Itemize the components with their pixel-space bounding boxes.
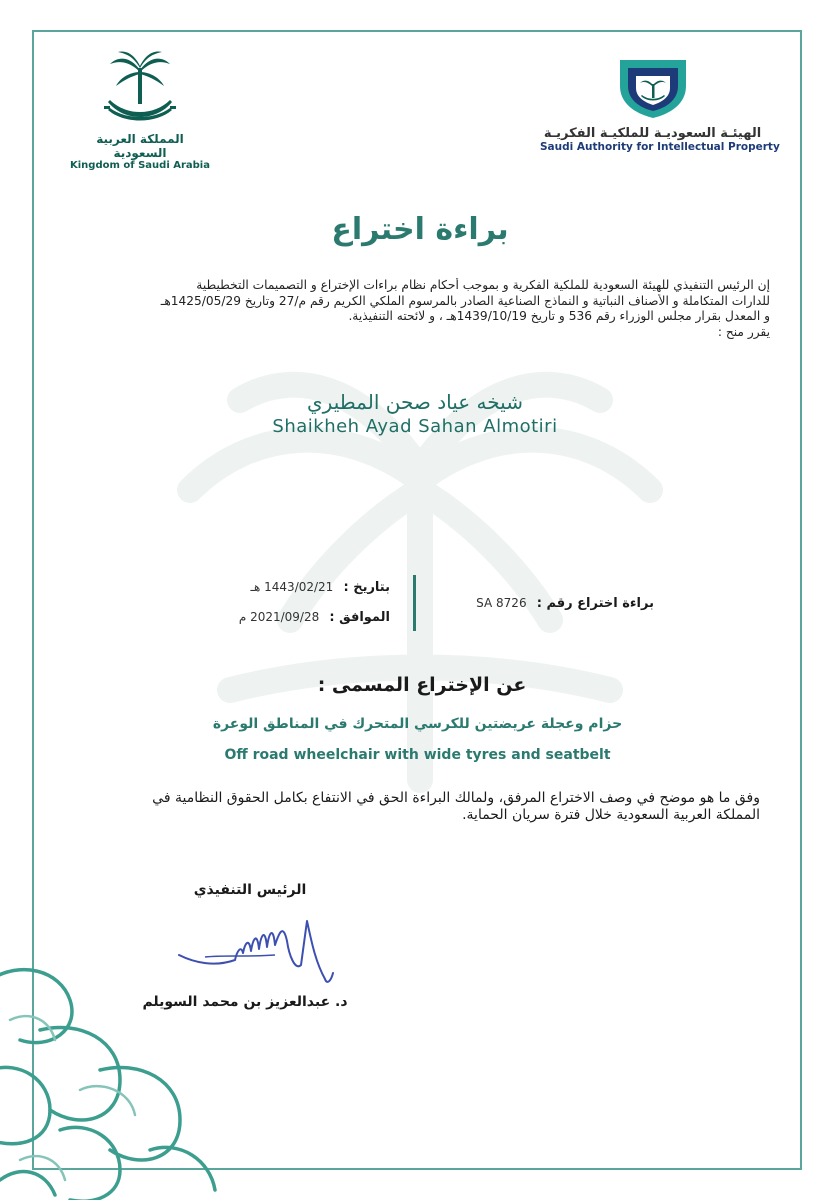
date-gregorian-row — [228, 610, 390, 625]
decorative-pattern — [0, 960, 240, 1200]
saip-logo — [540, 50, 780, 153]
intro-line: و المعدل بقرار مجلس الوزراء رقم 536 و تاريخ 1439/10/19هـ ، و لائحته التنفيذية. — [348, 309, 770, 323]
patent-number-value: SA 8726 — [476, 596, 527, 610]
ksa-name-ar: المملكة العربية السعودية — [96, 132, 184, 160]
vertical-divider — [413, 575, 416, 631]
intro-paragraph — [60, 278, 770, 340]
invention-title-en: Off road wheelchair with wide tyres and seatbelt — [224, 747, 611, 763]
date-hijri-value: 1443/02/21 هـ — [250, 580, 334, 594]
patent-number-row — [440, 596, 654, 611]
saip-name-en: Saudi Authority for Intellectual Property — [540, 141, 780, 153]
date-hijri-row — [228, 580, 390, 595]
saip-shield-icon — [614, 50, 692, 120]
date-gregorian-value: 2021/09/28 م — [238, 610, 320, 624]
invention-title-ar: حزام وعجلة عريضتين للكرسي المتحرك في المناطق الوعرة — [212, 716, 623, 732]
grantee-name-ar: شيخه عياد صحن المطيري — [307, 390, 523, 414]
invention-named-heading: عن الإختراع المسمى : — [317, 674, 527, 696]
intro-line: إن الرئيس التنفيذي للهيئة السعودية للملكية الفكرية و بموجب أحكام نظام براءات الإختراع و التصميمات التخطيطية — [196, 278, 770, 292]
ksa-logo — [70, 50, 210, 171]
closing-paragraph — [70, 790, 760, 824]
date-hijri-label: بتاريخ : — [343, 580, 390, 595]
grantee-name-en: Shaikheh Ayad Sahan Almotiri — [272, 416, 558, 437]
certificate-title: براءة اختراع — [331, 212, 509, 247]
signatory-title: الرئيس التنفيذي — [193, 882, 307, 898]
date-gregorian-label: الموافق : — [329, 610, 390, 625]
intro-line: يقرر منح : — [717, 324, 770, 339]
closing-line: المملكة العربية السعودية خلال فترة سريان الحماية. — [462, 807, 760, 823]
closing-line: وفق ما هو موضح في وصف الاختراع المرفق، ولمالك البراءة الحق في الانتفاع بكامل الحقوق النظامية في — [152, 790, 760, 806]
intro-line: للدارات المتكاملة و الأصناف النباتية و النماذج الصناعية الصادر بالمرسوم الملكي الكريم رقم م/27 وتاريخ 1425/05/29هـ — [160, 293, 770, 308]
palm-swords-icon — [100, 50, 180, 126]
ksa-name-en: Kingdom of Saudi Arabia — [70, 160, 210, 171]
signatory-name: د. عبدالعزيز بن محمد السويلم — [142, 994, 348, 1010]
saip-name-ar: الهيئـة السعوديـة للملكيـة الفكريـة — [543, 126, 762, 141]
patent-number-label: براءة اختراع رقم : — [536, 596, 654, 611]
